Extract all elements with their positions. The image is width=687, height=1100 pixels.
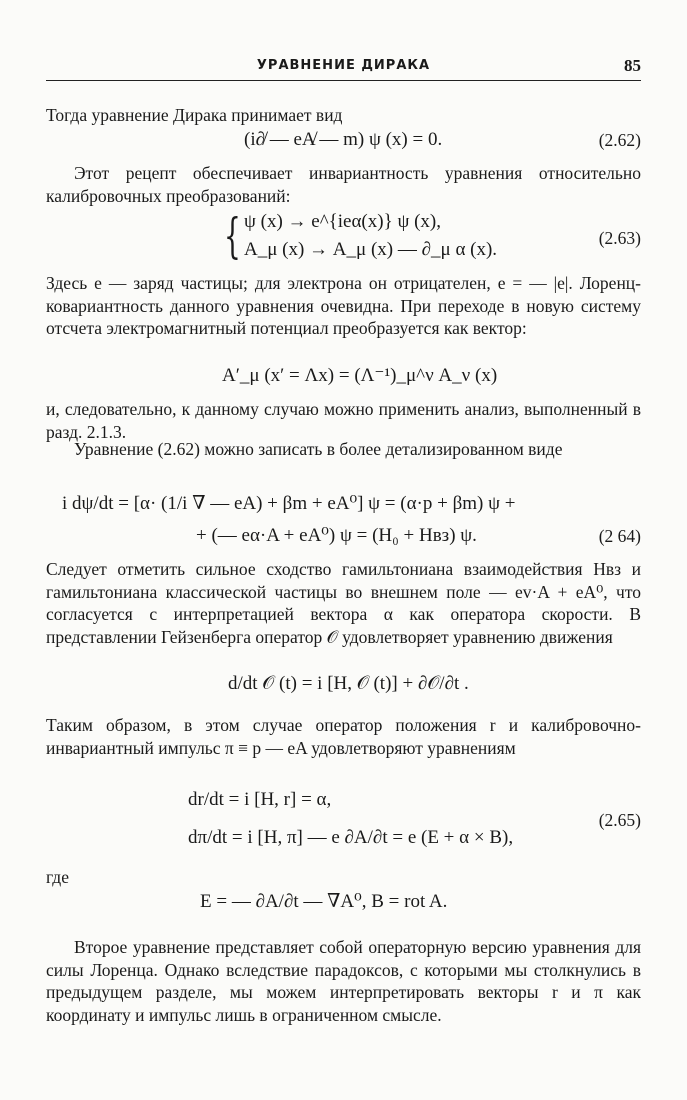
running-title: УРАВНЕНИЕ ДИРАКА (256, 58, 431, 73)
equation-2-65-line-2: dπ/dt = i [H, π] — e ∂A/∂t = e (E + α × B), (188, 827, 514, 848)
paragraph-lorentz-force: Второе уравнение представляет собой операторную версию уравнения для силы Лоренца. Однако вследствие парадоксов, с которыми мы столкнулись в предыдущем разделе, мы можем интерпретировать векторы r и π как координату и импульс лишь в ограниченном смысле. (46, 937, 641, 1025)
page-number: 85 (624, 56, 641, 75)
paragraph-position-momentum: Таким образом, в этом случае оператор положения r и калибровочно-инвариантный импульс π ≡ p — eA удовлетворяют уравнениям (46, 715, 641, 758)
page-header (46, 58, 641, 81)
equation-2-62: (i∂̸ — eA̸ — m) ψ (x) = 0. (244, 129, 443, 150)
equation-2-64-line-1: i dψ/dt = [α· (1/i ∇ — eA) + βm + eA⁰] ψ = (α·p + βm) ψ + (62, 493, 516, 514)
equation-fields: E = — ∂A/∂t — ∇A⁰, B = rot A. (200, 891, 448, 912)
equation-2-64-line-2: + (— eα·A + eA⁰) ψ = (H₀ + Hвз) ψ. (196, 525, 477, 546)
equation-lorentz-transform: A′_μ (x′ = Λx) = (Λ⁻¹)_μ^ν A_ν (x) (222, 365, 498, 386)
curly-brace-icon: { (224, 208, 241, 264)
equation-2-63-line-1: ψ (x) → e^{ieα(x)} ψ (x), (244, 211, 442, 232)
equation-2-65-line-1: dr/dt = i [H, r] = α, (188, 789, 332, 810)
paragraph-charge-lorentz: Здесь e — заряд частицы; для электрона он отрицателен, e = — |e|. Лоренц-ковариантность данного уравнения очевидна. При переходе в новую систему отсчета электромагнитный потенциал преобразуется как вектор: (46, 273, 641, 338)
paragraph-gauge-invariance: Этот рецепт обеспечивает инвариантность уравнения относительно калибровочных преобразований: (46, 163, 641, 206)
equation-number-2-64: (2 64) (598, 526, 641, 546)
equation-number-2-63: (2.63) (598, 228, 641, 248)
paragraph-detailed-form: Уравнение (2.62) можно записать в более детализированном виде (74, 439, 563, 459)
paragraph-intro-262: Тогда уравнение Дирака принимает вид (46, 105, 343, 125)
equation-number-2-65: (2.65) (598, 810, 641, 830)
equation-heisenberg: d/dt 𝒪 (t) = i [H, 𝒪 (t)] + ∂𝒪/∂t . (228, 673, 469, 694)
paragraph-where: где (46, 867, 69, 887)
paragraph-hamiltonian: Следует отметить сильное сходство гамильтониана взаимодействия Hвз и гамильтониана классической частицы во внешнем поле — ev·A + eA⁰, что согласуется с интерпретацией вектора α как оператора скорости. В представлении Гейзенберга оператор 𝒪 удовлетворяет уравнению движения (46, 559, 641, 647)
equation-2-63-line-2: A_μ (x) → A_μ (x) — ∂_μ α (x). (244, 239, 498, 260)
paragraph-analysis: и, следовательно, к данному случаю можно применить анализ, выполненный в разд. 2.1.3. (46, 399, 641, 442)
equation-number-2-62: (2.62) (598, 130, 641, 150)
